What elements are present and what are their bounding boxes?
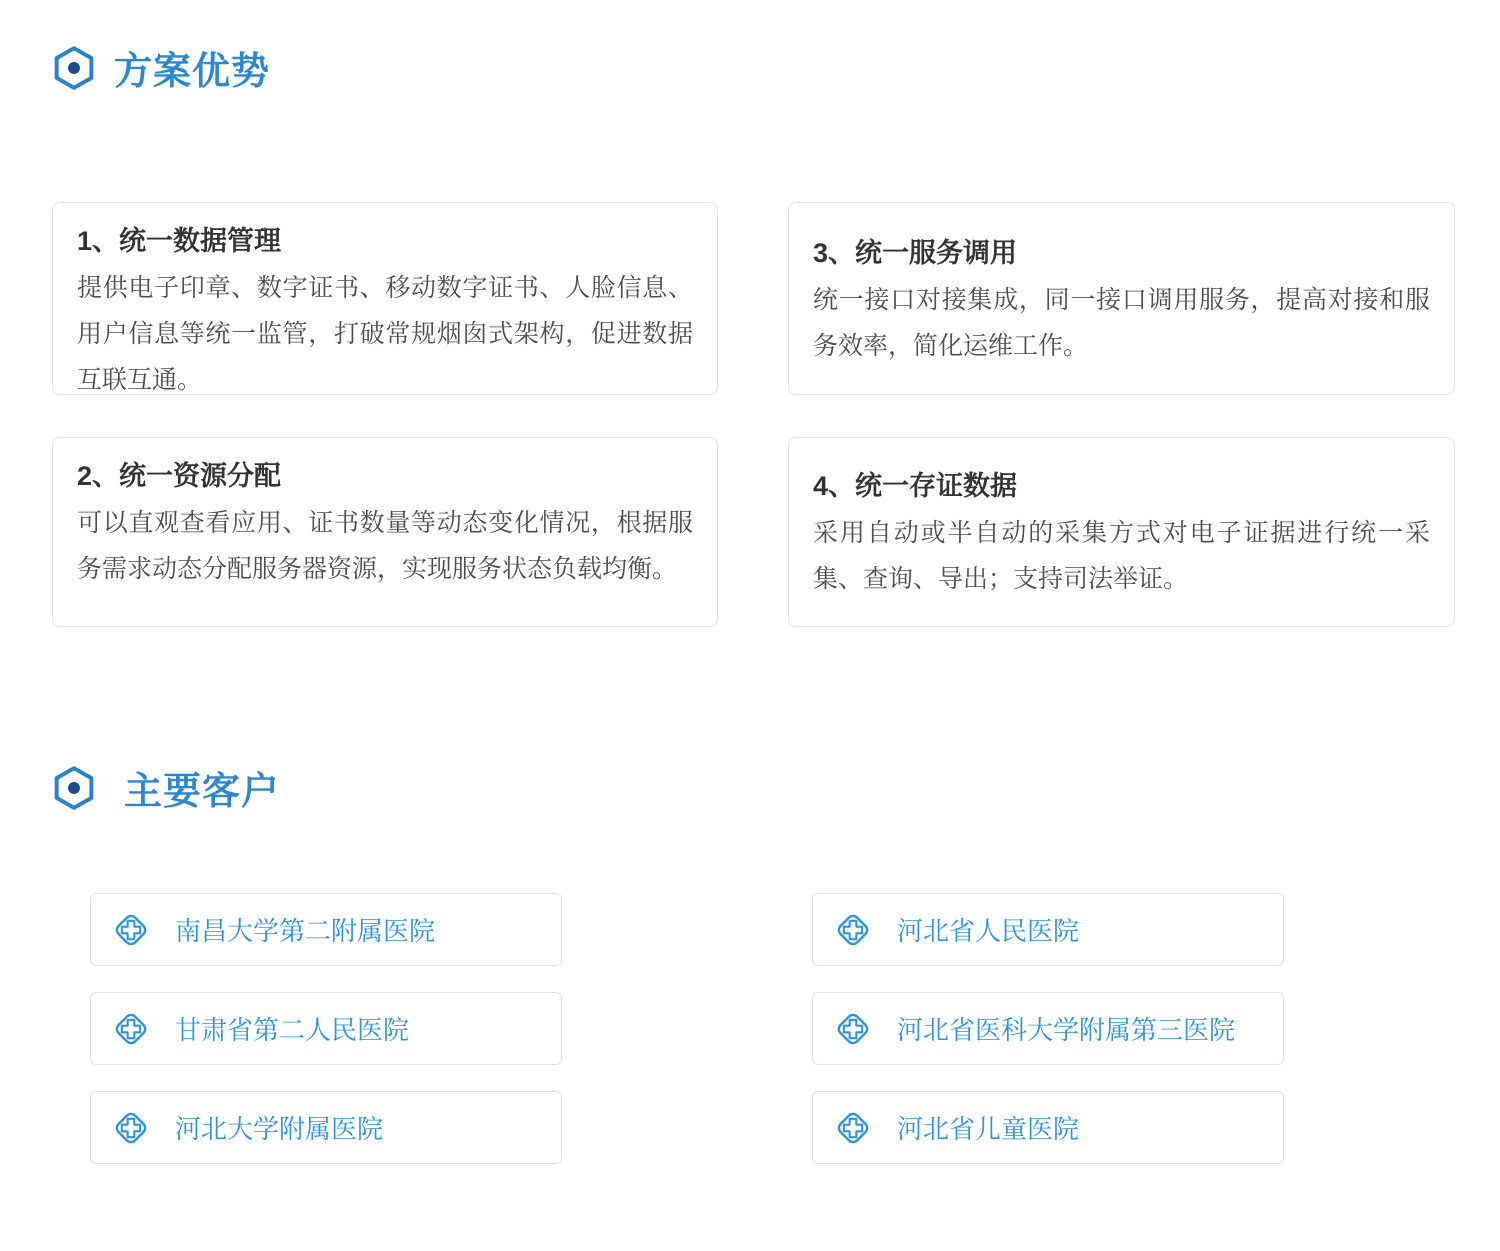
hospital-column-left xyxy=(90,893,562,1164)
customers-heading-row xyxy=(52,627,1500,815)
hospital-item[interactable] xyxy=(812,992,1284,1065)
advantage-card-title: 4、统一存证数据 xyxy=(813,471,1018,501)
hospital-item[interactable] xyxy=(90,893,562,966)
advantages-heading-row xyxy=(52,0,1500,95)
hospital-item[interactable] xyxy=(90,1091,562,1164)
advantage-card-4 xyxy=(788,437,1455,627)
advantage-card-body: 统一接口对接集成，同一接口调用服务，提高对接和服务效率，简化运维工作。 xyxy=(813,285,1430,360)
medical-cross-icon xyxy=(111,1108,151,1148)
hospital-list xyxy=(90,893,1500,1164)
advantages-title: 方案优势 xyxy=(114,51,271,93)
advantage-card-title: 2、统一资源分配 xyxy=(77,461,282,491)
hospital-name: 河北大学附属医院 xyxy=(175,1114,384,1144)
medical-cross-icon xyxy=(833,1108,873,1148)
advantage-cards xyxy=(52,202,1455,627)
advantage-card-2 xyxy=(52,437,718,627)
advantage-card-title: 3、统一服务调用 xyxy=(813,237,1018,268)
hospital-name: 河北省医科大学附属第三医院 xyxy=(897,1015,1236,1045)
medical-cross-icon xyxy=(111,1009,151,1049)
section-customers xyxy=(0,627,1500,1164)
advantage-card-title: 1、统一数据管理 xyxy=(77,226,282,256)
advantage-card-3 xyxy=(788,202,1455,395)
medical-cross-icon xyxy=(833,1009,873,1049)
advantage-card-1 xyxy=(52,202,718,395)
hexagon-dot-icon xyxy=(52,763,96,813)
hospital-column-right xyxy=(812,893,1284,1164)
hospital-name: 甘肃省第二人民医院 xyxy=(175,1015,410,1045)
advantage-card-body: 提供电子印章、数字证书、移动数字证书、人脸信息、用户信息等统一监管，打破常规烟囱式架构，促进数据互联互通。 xyxy=(77,274,693,394)
advantage-card-body: 可以直观查看应用、证书数量等动态变化情况，根据服务需求动态分配服务器资源，实现服务状态负载均衡。 xyxy=(77,509,693,583)
medical-cross-icon xyxy=(111,910,151,950)
hospital-name: 南昌大学第二附属医院 xyxy=(175,916,436,946)
hospital-name: 河北省儿童医院 xyxy=(897,1114,1080,1144)
advantage-card-body: 采用自动或半自动的采集方式对电子证据进行统一采集、查询、导出；支持司法举证。 xyxy=(813,519,1430,593)
hospital-name: 河北省人民医院 xyxy=(897,916,1080,946)
medical-cross-icon xyxy=(833,910,873,950)
hospital-item[interactable] xyxy=(812,1091,1284,1164)
customers-title: 主要客户 xyxy=(124,771,281,813)
hospital-item[interactable] xyxy=(90,992,562,1065)
hexagon-dot-icon xyxy=(52,43,96,93)
hospital-item[interactable] xyxy=(812,893,1284,966)
